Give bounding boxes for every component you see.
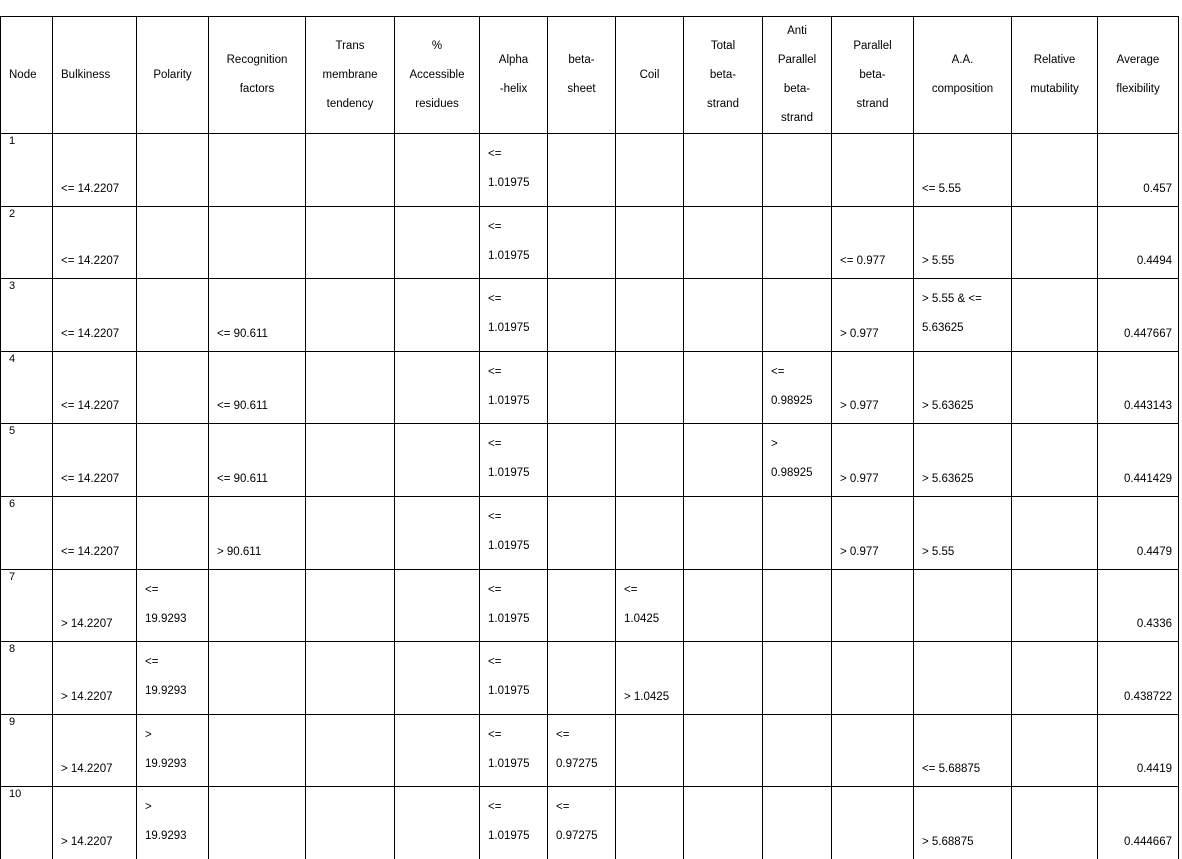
cell-polarity <box>137 714 209 787</box>
cell-value: <= 14.2207 <box>61 545 120 558</box>
node-number: 7 <box>9 570 16 583</box>
cell-flexibility <box>1098 206 1179 279</box>
header-alpha-helix: Alpha -helix <box>480 17 548 134</box>
cell-value: > 5.55 <box>922 545 955 558</box>
cell-aacomp <box>914 351 1012 424</box>
cell-alpha <box>480 424 548 497</box>
cell-value: <= 14.2207 <box>61 400 120 413</box>
cell-recognition <box>209 787 306 859</box>
cell-aacomp <box>914 642 1012 715</box>
decision-tree-rules-table <box>0 16 1179 859</box>
cell-value: <= 1.01975 <box>488 365 530 407</box>
cell-node <box>1 279 53 352</box>
header-recognition-factors: Recognition factors <box>209 17 306 134</box>
cell-alpha <box>480 569 548 642</box>
header-beta-sheet: beta- sheet <box>548 17 616 134</box>
cell-accessible <box>395 642 480 715</box>
cell-flexibility <box>1098 787 1179 859</box>
cell-recognition <box>209 351 306 424</box>
cell-flexibility <box>1098 351 1179 424</box>
node-number: 1 <box>9 135 16 147</box>
cell-bulkiness <box>53 787 137 859</box>
cell-trans <box>306 496 395 569</box>
cell-accessible <box>395 496 480 569</box>
table-header <box>1 17 1179 134</box>
cell-node <box>1 714 53 787</box>
cell-node <box>1 134 53 207</box>
cell-antiparallel <box>763 424 832 497</box>
cell-parallel <box>832 569 914 642</box>
cell-totalbeta <box>684 134 763 207</box>
cell-aacomp <box>914 714 1012 787</box>
cell-value: > 5.55 <box>922 255 955 268</box>
cell-coil <box>616 569 684 642</box>
cell-value: <= 1.01975 <box>488 510 530 552</box>
cell-mutability <box>1012 569 1098 642</box>
cell-value: 0.447667 <box>1124 327 1172 340</box>
cell-antiparallel <box>763 279 832 352</box>
cell-value: <= 14.2207 <box>61 255 120 268</box>
cell-accessible <box>395 134 480 207</box>
cell-value: 0.441429 <box>1124 472 1172 485</box>
cell-aacomp <box>914 787 1012 859</box>
cell-node <box>1 569 53 642</box>
cell-recognition <box>209 134 306 207</box>
cell-totalbeta <box>684 351 763 424</box>
cell-value: > 19.9293 <box>145 728 187 770</box>
cell-trans <box>306 714 395 787</box>
cell-value: <= 1.01975 <box>488 148 530 189</box>
cell-value: > 0.977 <box>840 472 879 485</box>
cell-accessible <box>395 351 480 424</box>
cell-flexibility <box>1098 134 1179 207</box>
node-number: 5 <box>9 425 16 438</box>
cell-value: <= 0.98925 <box>771 365 813 407</box>
cell-coil <box>616 642 684 715</box>
cell-parallel <box>832 714 914 787</box>
header-average-flexibility: Average flexibility <box>1098 17 1179 134</box>
header-anti-parallel-beta-strand: Anti Parallel beta- strand <box>763 17 832 134</box>
cell-value: > 19.9293 <box>145 801 187 843</box>
header-trans-membrane-tendency: Trans membrane tendency <box>306 17 395 134</box>
cell-value: <= 19.9293 <box>145 656 187 698</box>
cell-value: > 5.63625 <box>922 472 974 485</box>
cell-bulkiness <box>53 351 137 424</box>
cell-alpha <box>480 642 548 715</box>
cell-antiparallel <box>763 206 832 279</box>
header-accessible-residues: % Accessible residues <box>395 17 480 134</box>
cell-totalbeta <box>684 714 763 787</box>
cell-antiparallel <box>763 496 832 569</box>
cell-mutability <box>1012 424 1098 497</box>
cell-polarity <box>137 351 209 424</box>
cell-coil <box>616 496 684 569</box>
cell-value: <= 1.01975 <box>488 293 530 335</box>
cell-value: > 0.977 <box>840 327 879 340</box>
cell-mutability <box>1012 642 1098 715</box>
table-body <box>1 134 1179 859</box>
cell-value: <= 90.611 <box>217 472 268 485</box>
cell-value: <= 1.0425 <box>624 583 660 625</box>
cell-coil <box>616 279 684 352</box>
cell-value: 0.444667 <box>1124 835 1172 848</box>
cell-bulkiness <box>53 279 137 352</box>
cell-polarity <box>137 206 209 279</box>
cell-value: > 1.0425 <box>624 690 670 703</box>
cell-alpha <box>480 206 548 279</box>
cell-mutability <box>1012 496 1098 569</box>
cell-recognition <box>209 714 306 787</box>
cell-betasheet <box>548 206 616 279</box>
node-number: 2 <box>9 207 16 220</box>
cell-betasheet <box>548 279 616 352</box>
cell-antiparallel <box>763 134 832 207</box>
cell-totalbeta <box>684 569 763 642</box>
cell-antiparallel <box>763 642 832 715</box>
cell-coil <box>616 714 684 787</box>
cell-value: <= 14.2207 <box>61 182 120 195</box>
cell-value: > 5.68875 <box>922 835 974 848</box>
cell-value: > 0.98925 <box>771 438 813 480</box>
cell-value: <= 90.611 <box>217 400 268 413</box>
cell-bulkiness <box>53 714 137 787</box>
cell-coil <box>616 424 684 497</box>
cell-polarity <box>137 642 209 715</box>
cell-recognition <box>209 206 306 279</box>
cell-node <box>1 351 53 424</box>
cell-value: <= 1.01975 <box>488 656 530 698</box>
cell-betasheet <box>548 424 616 497</box>
cell-betasheet <box>548 787 616 859</box>
cell-antiparallel <box>763 714 832 787</box>
cell-betasheet <box>548 134 616 207</box>
node-number: 3 <box>9 280 16 293</box>
cell-aacomp <box>914 496 1012 569</box>
cell-value: <= 14.2207 <box>61 327 120 340</box>
cell-flexibility <box>1098 714 1179 787</box>
cell-accessible <box>395 424 480 497</box>
cell-value: > 5.63625 <box>922 400 974 413</box>
cell-totalbeta <box>684 279 763 352</box>
cell-polarity <box>137 279 209 352</box>
cell-polarity <box>137 787 209 859</box>
cell-aacomp <box>914 279 1012 352</box>
cell-parallel <box>832 496 914 569</box>
cell-coil <box>616 206 684 279</box>
cell-aacomp <box>914 206 1012 279</box>
cell-parallel <box>832 787 914 859</box>
cell-value: > 14.2207 <box>61 763 113 776</box>
cell-mutability <box>1012 134 1098 207</box>
cell-betasheet <box>548 642 616 715</box>
cell-trans <box>306 424 395 497</box>
cell-value: <= 0.977 <box>840 255 886 268</box>
header-coil: Coil <box>616 17 684 134</box>
cell-alpha <box>480 496 548 569</box>
cell-betasheet <box>548 351 616 424</box>
cell-coil <box>616 351 684 424</box>
cell-value: 0.4494 <box>1136 255 1172 268</box>
cell-value: > 14.2207 <box>61 835 113 848</box>
cell-totalbeta <box>684 787 763 859</box>
cell-aacomp <box>914 424 1012 497</box>
cell-alpha <box>480 714 548 787</box>
cell-value: <= 1.01975 <box>488 583 530 625</box>
cell-betasheet <box>548 714 616 787</box>
cell-trans <box>306 642 395 715</box>
cell-value: <= 0.97275 <box>556 801 598 843</box>
cell-value: > 0.977 <box>840 400 879 413</box>
cell-polarity <box>137 569 209 642</box>
cell-node <box>1 206 53 279</box>
cell-mutability <box>1012 279 1098 352</box>
cell-value: 0.443143 <box>1124 400 1172 413</box>
cell-trans <box>306 351 395 424</box>
cell-betasheet <box>548 569 616 642</box>
header-node: Node <box>1 17 53 134</box>
cell-totalbeta <box>684 206 763 279</box>
cell-polarity <box>137 424 209 497</box>
cell-flexibility <box>1098 279 1179 352</box>
cell-totalbeta <box>684 642 763 715</box>
cell-value: <= 1.01975 <box>488 220 530 262</box>
cell-coil <box>616 134 684 207</box>
cell-parallel <box>832 351 914 424</box>
cell-antiparallel <box>763 351 832 424</box>
cell-aacomp <box>914 569 1012 642</box>
cell-recognition <box>209 569 306 642</box>
cell-value: <= 1.01975 <box>488 801 530 843</box>
cell-value: <= 14.2207 <box>61 472 120 485</box>
cell-bulkiness <box>53 424 137 497</box>
table-row <box>1 206 1179 279</box>
cell-totalbeta <box>684 424 763 497</box>
cell-mutability <box>1012 714 1098 787</box>
cell-coil <box>616 787 684 859</box>
cell-value: <= 5.55 <box>922 182 962 195</box>
table-row <box>1 351 1179 424</box>
cell-value: 0.457 <box>1143 182 1172 195</box>
cell-accessible <box>395 206 480 279</box>
cell-accessible <box>395 787 480 859</box>
cell-value: > 90.611 <box>217 545 262 558</box>
cell-parallel <box>832 424 914 497</box>
cell-polarity <box>137 496 209 569</box>
cell-trans <box>306 569 395 642</box>
header-total-beta-strand: Total beta- strand <box>684 17 763 134</box>
cell-trans <box>306 206 395 279</box>
cell-parallel <box>832 642 914 715</box>
header-parallel-beta-strand: Parallel beta- strand <box>832 17 914 134</box>
node-number: 9 <box>9 715 16 728</box>
cell-flexibility <box>1098 424 1179 497</box>
cell-value: <= 90.611 <box>217 327 268 340</box>
cell-trans <box>306 279 395 352</box>
node-number: 4 <box>9 352 16 365</box>
cell-alpha <box>480 351 548 424</box>
cell-parallel <box>832 279 914 352</box>
node-number: 8 <box>9 643 16 656</box>
header-row <box>1 17 1179 134</box>
node-number: 10 <box>9 788 22 801</box>
cell-alpha <box>480 279 548 352</box>
cell-mutability <box>1012 206 1098 279</box>
cell-betasheet <box>548 496 616 569</box>
cell-alpha <box>480 787 548 859</box>
cell-bulkiness <box>53 134 137 207</box>
cell-value: 0.4336 <box>1136 618 1172 631</box>
table-row <box>1 642 1179 715</box>
header-relative-mutability: Relative mutability <box>1012 17 1098 134</box>
cell-bulkiness <box>53 642 137 715</box>
cell-value: 0.4479 <box>1136 545 1172 558</box>
cell-value: <= 0.97275 <box>556 728 598 770</box>
cell-node <box>1 496 53 569</box>
cell-parallel <box>832 134 914 207</box>
cell-flexibility <box>1098 642 1179 715</box>
cell-bulkiness <box>53 206 137 279</box>
cell-value: 0.4419 <box>1136 763 1172 776</box>
table-row <box>1 496 1179 569</box>
table-row <box>1 424 1179 497</box>
table-row <box>1 134 1179 207</box>
cell-alpha <box>480 134 548 207</box>
cell-aacomp <box>914 134 1012 207</box>
node-number: 6 <box>9 497 16 510</box>
cell-node <box>1 424 53 497</box>
cell-value: <= 5.68875 <box>922 763 981 776</box>
cell-antiparallel <box>763 569 832 642</box>
cell-value: <= 1.01975 <box>488 438 530 480</box>
table-row <box>1 569 1179 642</box>
cell-recognition <box>209 642 306 715</box>
cell-recognition <box>209 496 306 569</box>
cell-flexibility <box>1098 569 1179 642</box>
cell-polarity <box>137 134 209 207</box>
cell-value: > 14.2207 <box>61 690 113 703</box>
cell-recognition <box>209 279 306 352</box>
cell-trans <box>306 787 395 859</box>
cell-accessible <box>395 569 480 642</box>
cell-value: > 5.55 & <= 5.63625 <box>922 293 982 335</box>
header-bulkiness: Bulkiness <box>53 17 137 134</box>
cell-node <box>1 642 53 715</box>
cell-value: 0.438722 <box>1124 690 1172 703</box>
cell-bulkiness <box>53 569 137 642</box>
cell-accessible <box>395 279 480 352</box>
cell-value: <= 19.9293 <box>145 583 187 625</box>
cell-recognition <box>209 424 306 497</box>
cell-value: > 14.2207 <box>61 618 113 631</box>
cell-node <box>1 787 53 859</box>
cell-mutability <box>1012 351 1098 424</box>
cell-flexibility <box>1098 496 1179 569</box>
cell-accessible <box>395 714 480 787</box>
header-aa-composition: A.A. composition <box>914 17 1012 134</box>
cell-mutability <box>1012 787 1098 859</box>
cell-bulkiness <box>53 496 137 569</box>
table-row <box>1 787 1179 859</box>
cell-parallel <box>832 206 914 279</box>
cell-trans <box>306 134 395 207</box>
table-row <box>1 279 1179 352</box>
table-row <box>1 714 1179 787</box>
cell-totalbeta <box>684 496 763 569</box>
cell-antiparallel <box>763 787 832 859</box>
cell-value: <= 1.01975 <box>488 728 530 770</box>
header-polarity: Polarity <box>137 17 209 134</box>
cell-value: > 0.977 <box>840 545 879 558</box>
